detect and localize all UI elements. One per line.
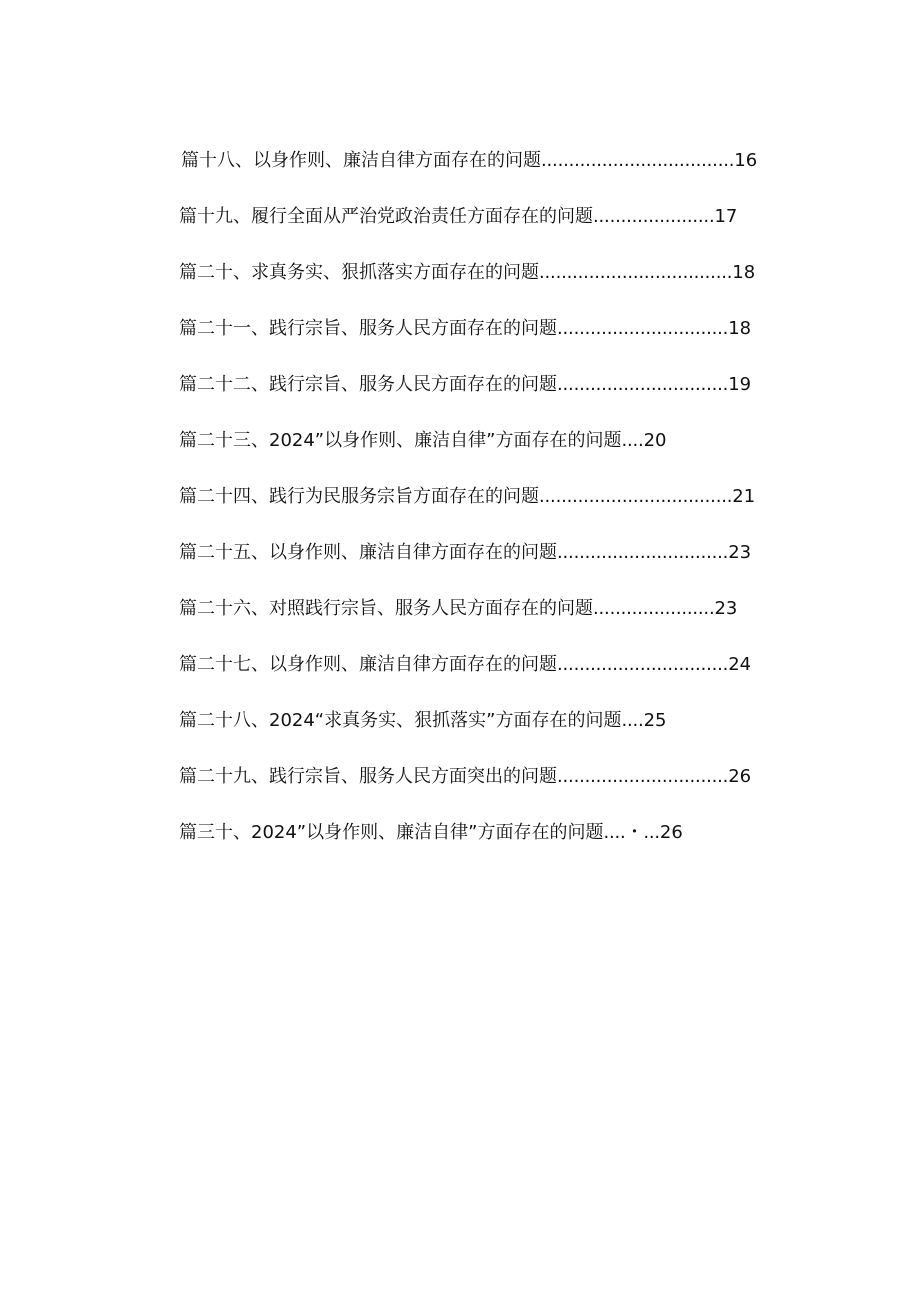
- toc-entry-leader: ....・...: [603, 822, 660, 843]
- toc-entry-page: 19: [728, 374, 752, 395]
- toc-entry-title: 篇三十、2024”以身作则、廉洁自律”方面存在的问题: [179, 822, 604, 843]
- toc-entry-title: 篇二十、求真务实、狠抓落实方面存在的问题: [179, 262, 539, 283]
- toc-entry-page: 16: [734, 150, 758, 171]
- toc-entry-leader: ......................: [593, 206, 715, 227]
- toc-entry-page: 18: [728, 318, 752, 339]
- toc-entry-leader: ......................: [593, 598, 715, 619]
- toc-entry[interactable]: [179, 485, 755, 509]
- toc-entry-title: 篇二十七、以身作则、廉洁自律方面存在的问题: [179, 654, 557, 675]
- toc-entry-leader: ...............................: [557, 374, 729, 395]
- toc-entry[interactable]: [179, 597, 737, 621]
- toc-entry-title: 篇二十三、2024”以身作则、廉洁自律”方面存在的问题: [179, 430, 622, 451]
- toc-entry-leader: ...............................: [557, 318, 729, 339]
- toc-entry-page: 17: [714, 206, 738, 227]
- toc-entry[interactable]: [179, 765, 751, 789]
- toc-entry-page: 21: [732, 486, 756, 507]
- toc-entry[interactable]: [179, 317, 751, 341]
- toc-entry-title: 篇二十八、2024“求真务实、狠抓落实”方面存在的问题: [179, 710, 622, 731]
- toc-entry-leader: ...............................: [557, 766, 729, 787]
- toc-entry-title: 篇二十九、践行宗旨、服务人民方面突出的问题: [179, 766, 557, 787]
- toc-entry-page: 18: [732, 262, 756, 283]
- toc-entry-page: 26: [728, 766, 752, 787]
- toc-entry-title: 篇二十四、践行为民服务宗旨方面存在的问题: [179, 486, 539, 507]
- toc-entry[interactable]: [181, 149, 757, 173]
- toc-entry-leader: ...............................: [557, 542, 729, 563]
- toc-entry-page: 25: [643, 710, 667, 731]
- toc-entry-title: 篇十九、履行全面从严治党政治责任方面存在的问题: [179, 206, 593, 227]
- toc-entry-leader: ....: [621, 710, 644, 731]
- toc-entry[interactable]: [179, 821, 683, 845]
- toc-entry[interactable]: [179, 653, 751, 677]
- toc-entry-page: 24: [728, 654, 752, 675]
- toc-entry-page: 20: [643, 430, 667, 451]
- toc-entry-title: 篇二十二、践行宗旨、服务人民方面存在的问题: [179, 374, 557, 395]
- toc-entry-leader: ...................................: [541, 150, 735, 171]
- toc-entry[interactable]: [179, 541, 751, 565]
- toc-entry-title: 篇二十五、以身作则、廉洁自律方面存在的问题: [179, 542, 557, 563]
- toc-entry-page: 26: [659, 822, 683, 843]
- toc-entry[interactable]: [179, 373, 751, 397]
- toc-entry-leader: ...................................: [539, 262, 733, 283]
- toc-entry-page: 23: [714, 598, 738, 619]
- toc-entry[interactable]: [179, 429, 666, 453]
- toc-entry-title: 篇十八、以身作则、廉洁自律方面存在的问题: [181, 150, 541, 171]
- toc-entry-title: 篇二十一、践行宗旨、服务人民方面存在的问题: [179, 318, 557, 339]
- toc-entry[interactable]: [179, 261, 755, 285]
- toc-entry[interactable]: [179, 709, 666, 733]
- toc-entry-title: 篇二十六、对照践行宗旨、服务人民方面存在的问题: [179, 598, 593, 619]
- toc-entry-leader: ...................................: [539, 486, 733, 507]
- toc-entry-leader: ....: [621, 430, 644, 451]
- toc-entry[interactable]: [179, 205, 737, 229]
- toc-entry-leader: ...............................: [557, 654, 729, 675]
- toc-entry-page: 23: [728, 542, 752, 563]
